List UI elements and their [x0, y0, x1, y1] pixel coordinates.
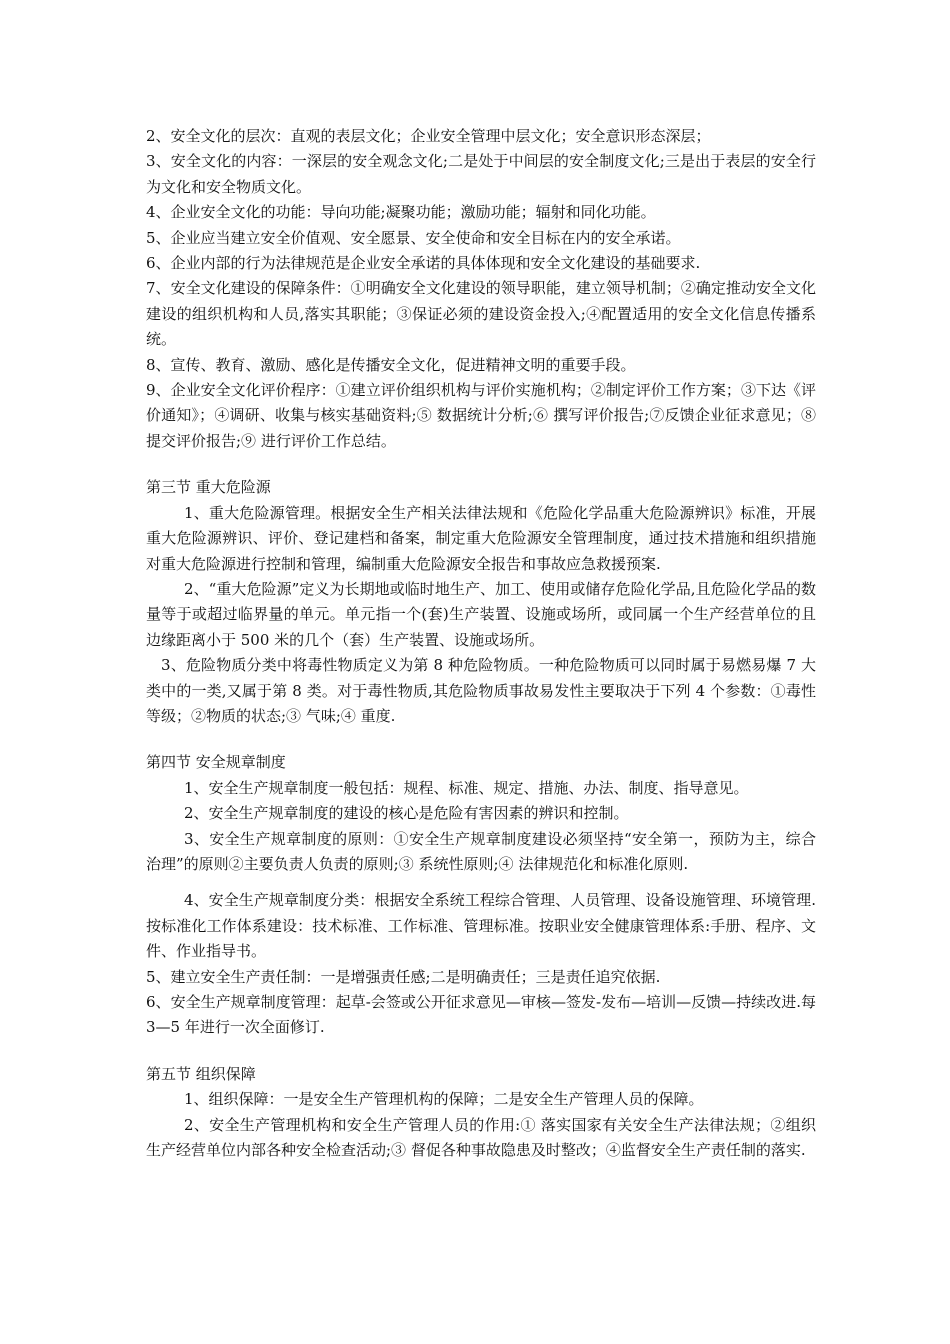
paragraph-responsibility-system: 5、建立安全生产责任制：一是增强责任感;二是明确责任；三是责任追究依据. — [146, 967, 661, 986]
paragraph-regulation-categories: 4、安全生产规章制度分类：根据安全系统工程综合管理、人员管理、设备设施管理、环境管理.按标准化工作体系建设：技术标准、工作标准、管理标准。按职业安全健康管理体系:手册、程序、文件、作业指导书。 — [146, 891, 816, 961]
paragraph-safety-commitment: 5、企业应当建立安全价值观、安全愿景、安全使命和安全目标在内的安全承诺。 — [146, 228, 681, 247]
paragraph-behavior-norms: 6、企业内部的行为法律规范是企业安全承诺的具体体现和安全文化建设的基础要求. — [146, 254, 701, 273]
paragraph-guarantee-conditions: 7、安全文化建设的保障条件：①明确安全文化建设的领导职能，建立领导机制；②确定推动安全文化建设的组织机构和人员,落实其职能；③保证必须的建设资金投入;④配置适用的安全文化信息传播系统。 — [146, 279, 816, 349]
section-title-major-hazards: 第三节 重大危险源 — [146, 478, 271, 497]
paragraph-regulation-management: 6、安全生产规章制度管理：起草-会签或公开征求意见—审核—签发-发布—培训—反馈—持续改进.每 3—5 年进行一次全面修订. — [146, 993, 816, 1037]
paragraph-evaluation-procedure: 9、企业安全文化评价程序：①建立评价组织机构与评价实施机构；②制定评价工作方案；③下达《评价通知》；④调研、收集与核实基础资料;⑤ 数据统计分析;⑥ 撰写评价报告;⑦反馈企业征求意见；⑧提交评价报告;⑨ 进行评价工作总结。 — [146, 381, 816, 450]
paragraph-dissemination: 8、宣传、教育、激励、感化是传播安全文化，促进精神文明的重要手段。 — [146, 355, 636, 374]
paragraph-culture-levels: 2、安全文化的层次：直观的表层文化；企业安全管理中层文化；安全意识形态深层； — [146, 127, 711, 145]
paragraph-regulation-core: 2、安全生产规章制度的建设的核心是危险有害因素的辨识和控制。 — [184, 804, 629, 823]
paragraph-organization-roles: 2、安全生产管理机构和安全生产管理人员的作用:① 落实国家有关安全生产法律法规；②组织生产经营单位内部各种安全检查活动;③ 督促各种事故隐患及时整改；④监督安全生产责任制的落实. — [146, 1115, 816, 1160]
document-page — [146, 124, 816, 1163]
paragraph-regulation-principles: 3、安全生产规章制度的原则：①安全生产规章制度建设必须坚持“安全第一，预防为主，综合治理”的原则②主要负责人负责的原则;③ 系统性原则;④ 法律规范化和标准化原则. — [146, 829, 816, 873]
paragraph-culture-content: 3、安全文化的内容：一深层的安全观念文化;二是处于中间层的安全制度文化;三是出于表层的安全行为文化和安全物质文化。 — [146, 152, 816, 196]
section-spacer — [146, 454, 816, 475]
section-spacer — [146, 1041, 816, 1062]
section-title-regulations: 第四节 安全规章制度 — [146, 753, 286, 772]
section-spacer — [146, 729, 816, 750]
paragraph-toxic-classification: 3、危险物质分类中将毒性物质定义为第 8 种危险物质。一种危险物质可以同时属于易燃易爆 7 大类中的一类,又属于第 8 类。对于毒性物质,其危险物质事故易发性主要取决于下列 4 个参数：①毒性等级；②物质的状态;③ 气味;④ 重度. — [146, 656, 816, 725]
paragraph-hazard-definition: 2、“重大危险源”定义为长期地或临时地生产、加工、使用或储存危险化学品,且危险化学品的数量等于或超过临界量的单元。单元指一个(套)生产装置、设施或场所，或同属一个生产经营单位的且边缘距离小于 500 米的几个（套）生产装置、设施或场所。 — [146, 579, 816, 649]
paragraph-organization-guarantee: 1、组织保障：一是安全生产管理机构的保障；二是安全生产管理人员的保障。 — [184, 1090, 704, 1109]
paragraph-regulation-scope: 1、安全生产规章制度一般包括：规程、标准、规定、措施、办法、制度、指导意见。 — [184, 778, 749, 797]
paragraph-culture-functions: 4、企业安全文化的功能：导向功能;凝聚功能；激励功能；辐射和同化功能。 — [146, 203, 656, 222]
section-title-organization: 第五节 组织保障 — [146, 1064, 256, 1083]
paragraph-hazard-management: 1、重大危险源管理。根据安全生产相关法律法规和《危险化学品重大危险源辨识》标准，开展重大危险源辨识、评价、登记建档和备案，制定重大危险源安全管理制度，通过技术措施和组织措施对重大危险源进行控制和管理，编制重大危险源安全报告和事故应急救援预案. — [146, 503, 816, 573]
paragraph-spacer — [146, 877, 816, 888]
